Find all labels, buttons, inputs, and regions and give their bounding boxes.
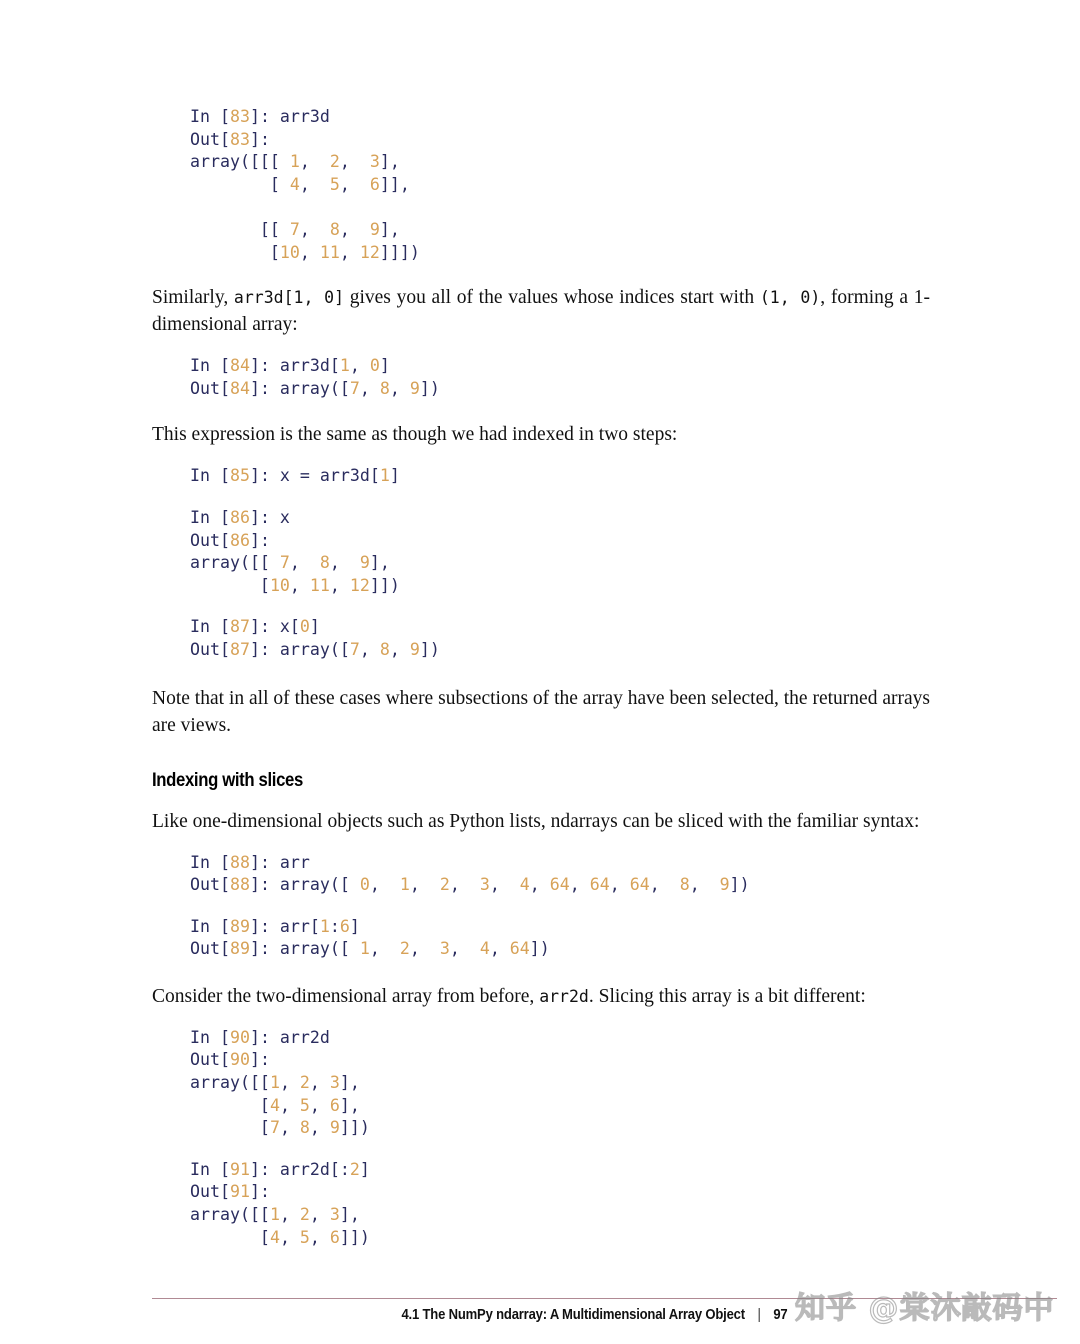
paragraph-like-one-dimensional: Like one-dimensional objects such as Python lists, ndarrays can be sliced with the familiar syntax: (152, 810, 920, 832)
text-run: Similarly, (152, 287, 234, 309)
page-content (152, 106, 930, 1249)
paragraph-consider (152, 983, 930, 1010)
paragraph-expression: This expression is the same as though we had indexed in two steps: (152, 424, 678, 446)
text-run: , forming a 1-dimensional array: (152, 287, 930, 336)
inline-code-arr3d-index: arr3d[1, 0] (233, 288, 345, 308)
footer-section-title: 4.1 The NumPy ndarray: A Multidimensional Array Object (400, 1307, 745, 1323)
footer-divider-rule (152, 1298, 1057, 1299)
inline-code-tuple: (1, 0) (759, 288, 821, 308)
text-run: . Slicing this array is a bit different: (588, 985, 866, 1007)
code-block-in-89: In [89]: arr[1:6] Out[89]: array([ 1, 2, 3, 4, 64]) (190, 916, 550, 959)
code-block-in-84: In [84]: arr3d[1, 0] Out[84]: array([7, 8, 9]) (190, 356, 440, 398)
code-block-in-87: In [87]: x[0] Out[87]: array([7, 8, 9]) (190, 617, 440, 659)
section-heading-indexing-with-slices: Indexing with slices (152, 769, 303, 791)
code-block-in-85: In [85]: x = arr3d[1] (190, 466, 400, 486)
code-block-in-91: In [91]: arr2d[:2] Out[91]: array([[1, 2, 3], [4, 5, 6]]) (190, 1159, 370, 1247)
inline-code-arr2d: arr2d (539, 986, 589, 1006)
paragraph-note: Note that in all of these cases where subsections of the array have been selected, the returned arrays are views. (152, 687, 930, 736)
code-block-in-90: In [90]: arr2d Out[90]: array([[1, 2, 3], [4, 5, 6], [7, 8, 9]]) (190, 1027, 370, 1138)
code-block-in-83: In [83]: arr3d Out[83]: array([[[ 1, 2, 3], [ 4, 5, 6]], [[ 7, 8, 9], [10, 11, 12]]]) (190, 107, 420, 262)
page-footer (0, 1307, 1080, 1323)
code-block-in-86: In [86]: x Out[86]: array([[ 7, 8, 9], [10, 11, 12]]) (190, 507, 400, 595)
code-block-in-88: In [88]: arr Out[88]: array([ 0, 1, 2, 3, 4, 64, 64, 64, 8, 9]) (190, 852, 750, 895)
text-run: Consider the two-dimensional array from before, (152, 985, 540, 1007)
zhihu-watermark: 知乎 @棠沐敲码中 (795, 1291, 1055, 1326)
footer-separator: | (757, 1307, 761, 1323)
text-run: gives you all of the values whose indices start with (344, 287, 760, 309)
paragraph-similarly (152, 284, 930, 338)
page-number: 97 (772, 1307, 788, 1323)
